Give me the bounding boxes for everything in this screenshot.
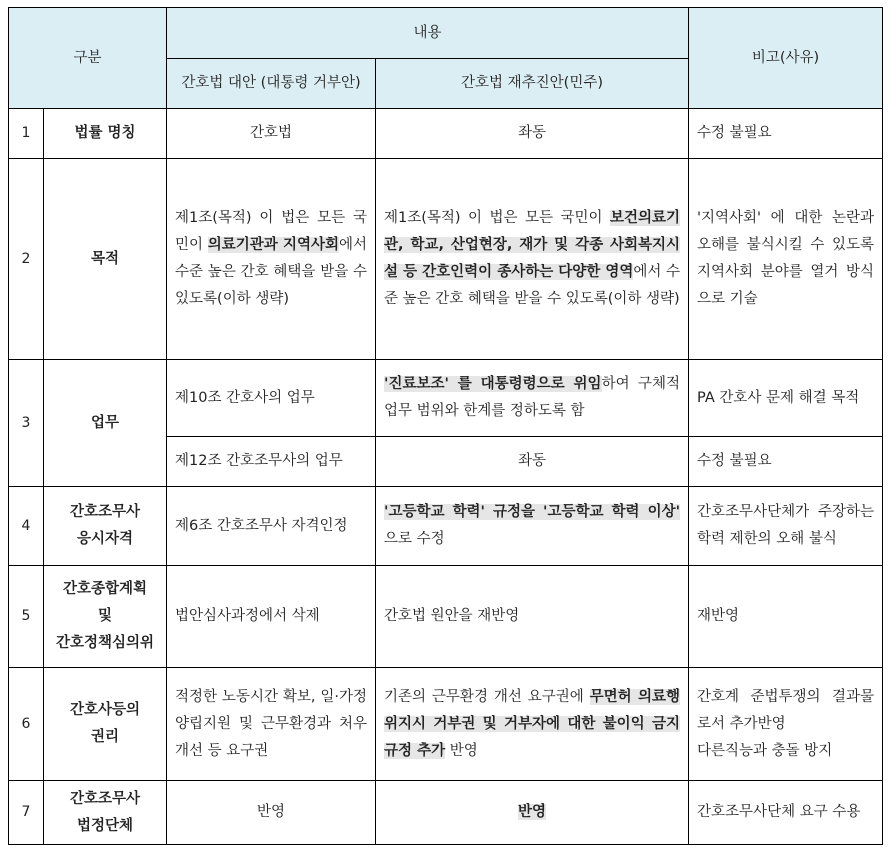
cell-b: 제1조(목적) 이 법은 모든 국민이 보건의료기관, 학교, 산업현장, 재가 및 각종 사회복지시설 등 간호인력이 종사하는 다양한 영역에서 수준 높은 간호 혜택을 받을 수 있도록(이하 생략): [376, 159, 689, 360]
cell-b: '진료보조' 를 대통령령으로 위임하여 구체적 업무 범위와 한계를 정하도록 함: [376, 360, 689, 437]
cell-a: 법안심사과정에서 삭제: [167, 566, 376, 668]
table-row: [9, 159, 883, 360]
row-category: 간호사등의 권리: [44, 668, 167, 781]
cell-b: 좌동: [376, 437, 689, 487]
cell-note: 간호조무사단체가 주장하는 학력 제한의 오해 불식: [689, 487, 883, 566]
cell-a: 적정한 노동시간 확보, 일·가정 양립지원 및 근무환경과 처우 개선 등 요구권: [167, 668, 376, 781]
row-category: 간호조무사 법정단체: [44, 781, 167, 845]
highlight: 보건의료기관, 학교, 산업현장, 재가 및 각종 사회복지시설 등 간호인력이 종사하는 다양한 영역: [384, 210, 681, 280]
header-col-b: 간호법 재추진안(민주): [376, 59, 689, 109]
cell-a: 제10조 간호사의 업무: [167, 360, 376, 437]
cell-a: 제1조(목적) 이 법은 모든 국민이 의료기관과 지역사회에서 수준 높은 간호 혜택을 받을 수 있도록(이하 생략): [167, 159, 376, 360]
header-note: 비고(사유): [689, 8, 883, 109]
cell-a: 제12조 간호조무사의 업무: [167, 437, 376, 487]
comparison-table: [8, 7, 883, 845]
row-number: 2: [9, 159, 44, 360]
row-number: 5: [9, 566, 44, 668]
cell-note: PA 간호사 문제 해결 목적: [689, 360, 883, 437]
cell-a: 반영: [167, 781, 376, 845]
cell-b: '고등학교 학력' 규정을 '고등학교 학력 이상' 으로 수정: [376, 487, 689, 566]
table-row: [9, 781, 883, 845]
row-category: 간호종합계획 및 간호정책심의위: [44, 566, 167, 668]
row-number: 3: [9, 360, 44, 487]
table-row: [9, 360, 883, 437]
header-content: 내용: [167, 8, 689, 59]
cell-note: 재반영: [689, 566, 883, 668]
row-number: 4: [9, 487, 44, 566]
cell-b: 좌동: [376, 109, 689, 159]
row-number: 7: [9, 781, 44, 845]
header-category: 구분: [9, 8, 167, 109]
header-col-a: 간호법 대안 (대통령 거부안): [167, 59, 376, 109]
highlight: '진료보조' 를 대통령령으로 위임: [384, 376, 602, 392]
table-row: [9, 668, 883, 781]
table-row: [9, 487, 883, 566]
cell-a: 제6조 간호조무사 자격인정: [167, 487, 376, 566]
cell-note: 수정 불필요: [689, 437, 883, 487]
highlight: 무면허 의료행위지시 거부권 및 거부자에 대한 불이익 금지 규정 추가: [384, 688, 681, 759]
highlight: '고등학교 학력' 규정을 '고등학교 학력 이상': [384, 504, 681, 520]
cell-note: 간호조무사단체 요구 수용: [689, 781, 883, 845]
highlight: 의료기관과 지역사회: [207, 237, 339, 253]
cell-note: 수정 불필요: [689, 109, 883, 159]
cell-b: 기존의 근무환경 개선 요구권에 무면허 의료행위지시 거부권 및 거부자에 대한 불이익 금지 규정 추가 반영: [376, 668, 689, 781]
cell-note: 간호계 준법투쟁의 결과물로서 추가반영 다른직능과 충돌 방지: [689, 668, 883, 781]
table-row: [9, 109, 883, 159]
cell-a: 간호법: [167, 109, 376, 159]
cell-b: [376, 781, 689, 845]
highlight: 반영: [518, 804, 547, 820]
row-category: 목적: [44, 159, 167, 360]
row-category: 법률 명칭: [44, 109, 167, 159]
row-number: 6: [9, 668, 44, 781]
table-row: [9, 566, 883, 668]
row-category: 업무: [44, 360, 167, 487]
cell-note: '지역사회' 에 대한 논란과 오해를 불식시킬 수 있도록 지역사회 분야를 열거 방식으로 기술: [689, 159, 883, 360]
cell-b: 간호법 원안을 재반영: [376, 566, 689, 668]
row-number: 1: [9, 109, 44, 159]
row-category: 간호조무사 응시자격: [44, 487, 167, 566]
